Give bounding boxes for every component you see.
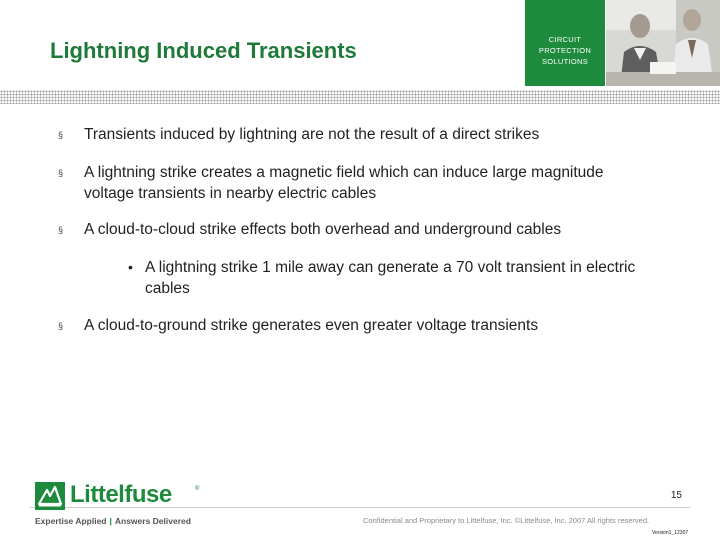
registered-mark: ® — [195, 486, 200, 492]
bullet-text: Transients induced by lightning are not the result of a direct strikes — [84, 126, 540, 143]
square-bullet-icon: § — [58, 225, 64, 235]
square-bullet-icon: § — [58, 130, 64, 140]
logo-wordmark: Littelfuse — [70, 481, 172, 508]
littelfuse-mark-icon — [35, 482, 65, 510]
tagline-separator: | — [109, 516, 112, 526]
brand-line-3: SOLUTIONS — [541, 57, 589, 66]
copyright-notice: Confidential and Proprietary to Littelfuse, Inc. ©Littelfuse, Inc. 2007 All rights reserved. — [363, 516, 650, 525]
bullet-text: A lightning strike creates a magnetic field which can induce large magnitude voltage transients in nearby electric cables — [84, 164, 604, 202]
version-label: Version1_12307 — [652, 530, 689, 536]
brand-tagline — [525, 34, 605, 67]
tagline-right: Answers Delivered — [114, 516, 191, 526]
dot-bullet-icon: • — [128, 259, 133, 275]
bullet-text: A cloud-to-cloud strike effects both overhead and underground cables — [84, 221, 562, 238]
brand-line-2: PROTECTION — [538, 46, 592, 55]
brand-line-1: CIRCUIT — [548, 35, 582, 44]
page-number: 15 — [670, 490, 682, 501]
brand-panel — [525, 0, 605, 86]
sub-bullet-text: A lightning strike 1 mile away can generate a 70 volt transient in electric cables — [145, 259, 636, 297]
dotted-divider — [0, 90, 720, 104]
logo-tagline — [35, 516, 191, 526]
square-bullet-icon: § — [58, 168, 64, 178]
header-photo — [606, 0, 720, 86]
square-bullet-icon: § — [58, 321, 64, 331]
bullet-text: A cloud-to-ground strike generates even greater voltage transients — [84, 317, 539, 334]
slide-title: Lightning Induced Transients — [50, 38, 357, 63]
tagline-left: Expertise Applied — [35, 516, 107, 526]
